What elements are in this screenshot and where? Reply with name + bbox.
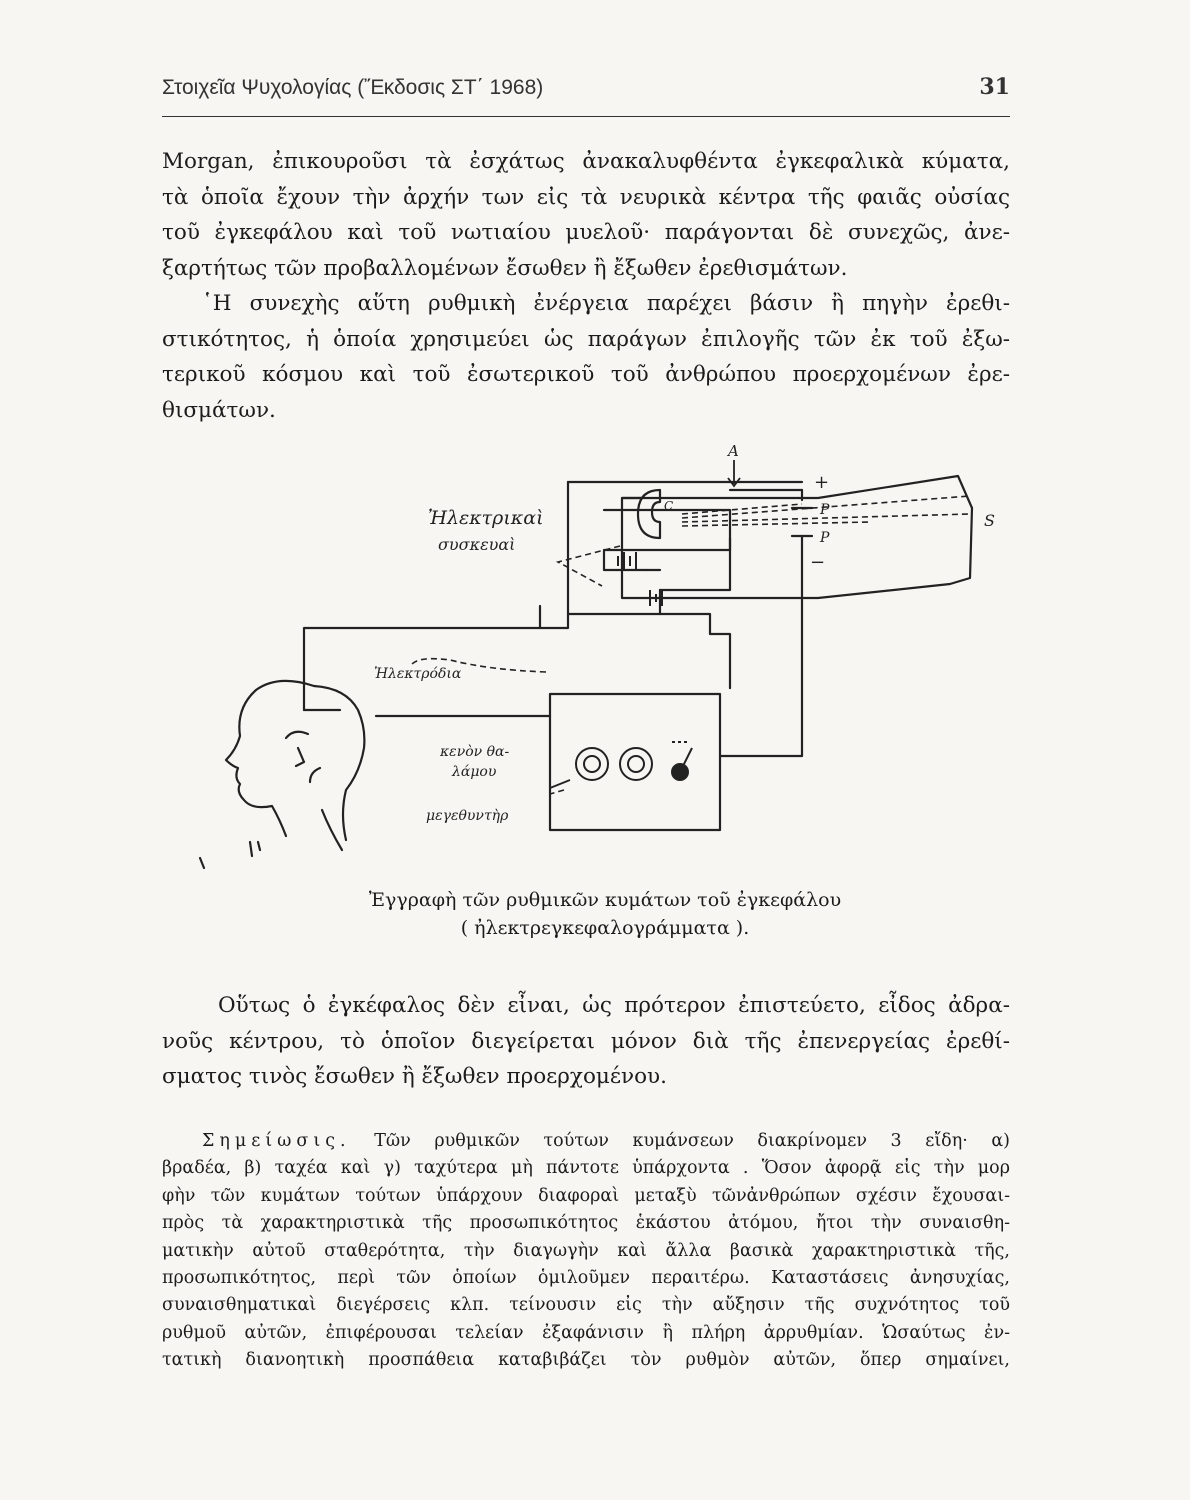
label-plus: + bbox=[814, 472, 830, 493]
text-line: νοῦς κέντρου, τὸ ὁποῖον διεγείρεται μόνον διὰ τῆς ἐπενεργείας ἐρεθί- bbox=[162, 1028, 1010, 1054]
notes-line: πρὸς τὰ χαρακτηριστικὰ τῆς προσωπικότητος ἑκάστου ἀτόμου, ἤτοι τὴν συναισθη- bbox=[162, 1213, 1010, 1234]
running-header bbox=[162, 74, 1010, 100]
notes-line: φὴν τῶν κυμάτων τούτων ὑπάρχουν διαφοραὶ μεταξὺ τῶνἀνθρώπων σχέσιν ἔχουσαι- bbox=[162, 1185, 1010, 1206]
paragraph-morgan bbox=[162, 144, 1010, 428]
text-line: τερικοῦ κόσμου καὶ τοῦ ἐσωτερικοῦ τοῦ ἀνθρώπου προερχομένων ἐρε- bbox=[162, 362, 1010, 387]
figure-caption bbox=[280, 886, 930, 942]
label-minus: − bbox=[810, 552, 826, 573]
footnote-remarks bbox=[162, 1128, 1010, 1375]
text-line: Morgan, ἐπικουροῦσι τὰ ἐσχάτως ἀνακαλυφθέντα ἐγκεφαλικὰ κύματα, bbox=[162, 149, 1010, 174]
text-line: Οὕτως ὁ ἐγκέφαλος δὲν εἶναι, ὡς πρότερον ἐπιστεύετο, εἶδος ἀδρα- bbox=[218, 993, 1010, 1018]
text-line: θισμάτων. bbox=[162, 397, 276, 423]
header-rule bbox=[162, 116, 1010, 117]
label-electrodes: Ἠλεκτρόδια bbox=[374, 666, 462, 682]
text-line: σματος τινὸς ἔσωθεν ἢ ἔξωθεν προερχομένου. bbox=[162, 1064, 667, 1089]
eeg-apparatus-figure bbox=[190, 438, 1020, 878]
notes-line: προσωπικότητος, περὶ τῶν ὁποίων ὁμιλοῦμεν περαιτέρω. Καταστάσεις ἀνησυχίας, bbox=[162, 1268, 1010, 1289]
notes-first-line-rest: Τῶν ρυθμικῶν τούτων κυμάνσεων διακρίνομεν 3 εἴδη· α) bbox=[374, 1131, 1010, 1151]
battery-symbol-1 bbox=[618, 552, 636, 570]
text-line: ῾Η συνεχὴς αὕτη ρυθμικὴ ἐνέργεια παρέχει βάσιν ἢ πηγὴν ἐρεθι- bbox=[202, 291, 1010, 316]
text-line: τοῦ ἐγκεφάλου καὶ τοῦ νωτιαίου μυελοῦ· παράγονται δὲ συνεχῶς, ἀνε- bbox=[162, 220, 1010, 245]
label-p-top: P bbox=[820, 502, 830, 518]
notes-line: βραδέα, β) ταχέα καὶ γ) ταχύτερα μὴ πάντοτε ὑπάρχοντα . Ὅσον ἀφορᾷ εἰς τὴν μορ bbox=[162, 1158, 1010, 1179]
label-amplifier: μεγεθυντὴρ bbox=[426, 808, 509, 824]
label-s: S bbox=[984, 511, 995, 530]
text-line: στικότητος, ἡ ὁποία χρησιμεύει ὡς παράγων ἐπιλογῆς τῶν ἐκ τοῦ ἐξω- bbox=[162, 326, 1010, 352]
text-line: ξαρτήτως τῶν προβαλλομένων ἔσωθεν ἢ ἔξωθεν ἐρεθισμάτων. bbox=[162, 255, 848, 281]
notes-line: τατικὴ διανοητικὴ προσπάθεια καταβιβάζει τὸν ρυθμὸν αὐτῶν, ὅπερ σημαίνει, bbox=[162, 1350, 1010, 1371]
label-electrical-devices-1: Ἠλεκτρικαὶ bbox=[428, 507, 544, 529]
label-vacuum-1: κενὸν θα- bbox=[440, 744, 510, 760]
notes-heading: Σημείωσις. bbox=[202, 1131, 351, 1151]
notes-line: ρυθμοῦ αὐτῶν, ἐπιφέρουσαι τελείαν ἐξαφάνισιν ἢ πλήρη ἀρρυθμίαν. Ὡσαύτως ἐν- bbox=[162, 1322, 1010, 1343]
notes-line: ματικὴν αὐτοῦ σταθερότητα, τὴν διαγωγὴν καὶ ἄλλα βασικὰ χαρακτηριστικὰ τῆς, bbox=[162, 1240, 1010, 1261]
paragraph-brain bbox=[162, 988, 1010, 1095]
running-title: Στοιχεῖα Ψυχολογίας (Ἔκδοσις ΣΤ΄ 1968) bbox=[162, 76, 544, 99]
page-number: 31 bbox=[979, 74, 1010, 100]
label-electrical-devices-2: συσκευαὶ bbox=[438, 535, 516, 554]
caption-line: Ἐγγραφὴ τῶν ρυθμικῶν κυμάτων τοῦ ἐγκεφάλου bbox=[368, 889, 842, 911]
amplifier-dials bbox=[576, 742, 692, 780]
text-line: τὰ ὁποῖα ἔχουν τὴν ἀρχήν των εἰς τὰ νευρικὰ κέντρα τῆς φαιᾶς οὐσίας bbox=[162, 184, 1010, 210]
label-vacuum-2: λάμου bbox=[452, 764, 497, 780]
caption-line: ( ἠλεκτρεγκεφαλογράμματα ). bbox=[460, 917, 750, 939]
notes-line: συναισθηματικαὶ διεγέρσεις κλπ. τείνουσιν εἰς τὴν αὔξησιν τῆς συχνότητος τοῦ bbox=[162, 1295, 1010, 1316]
label-c: C bbox=[664, 499, 674, 513]
label-a: A bbox=[728, 442, 739, 460]
notes-first-line bbox=[162, 1128, 1010, 1155]
label-p-bottom: P bbox=[820, 530, 830, 546]
